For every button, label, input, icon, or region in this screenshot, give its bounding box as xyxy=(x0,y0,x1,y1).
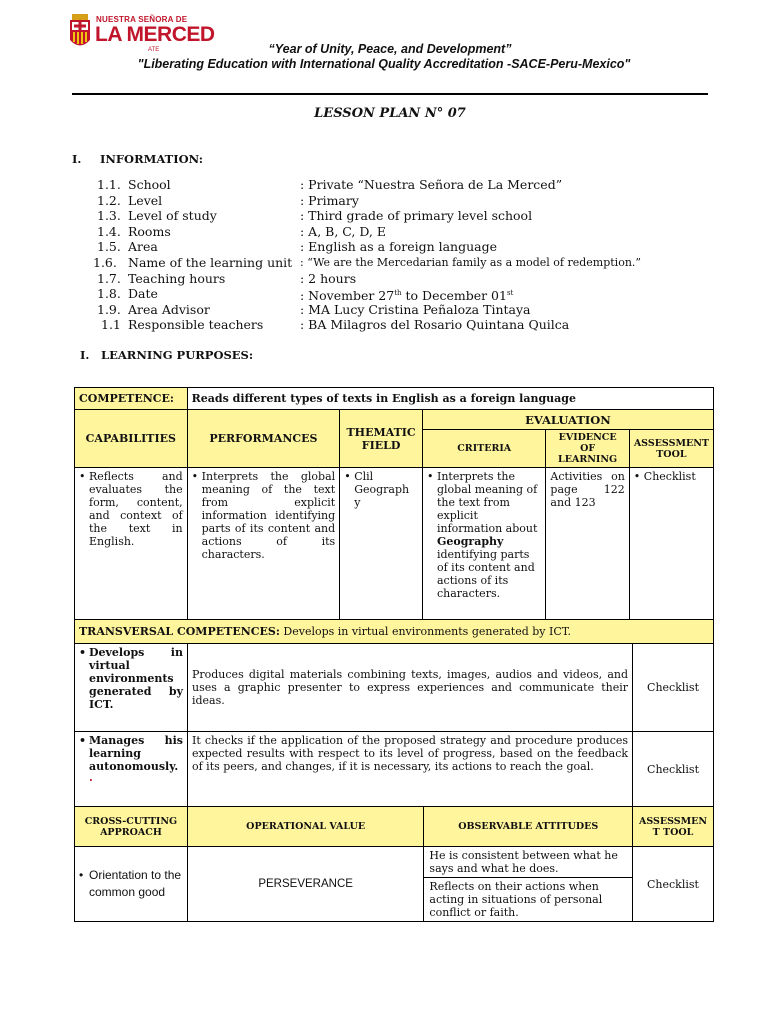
info-num: 1.5. xyxy=(97,239,121,255)
info-num: 1.6. xyxy=(93,255,117,270)
capability-cell xyxy=(75,468,188,623)
criteria-header: CRITERIA xyxy=(422,430,545,468)
cross-cutting-table xyxy=(74,806,714,922)
page-title: LESSON PLAN N° 07 xyxy=(314,106,466,121)
header-divider xyxy=(72,93,708,95)
evidence-header: EVIDENCE OF LEARNING xyxy=(546,430,629,468)
capabilities-header: CAPABILITIES xyxy=(75,410,188,468)
info-num: 1.9. xyxy=(97,301,121,317)
info-value: : Primary xyxy=(300,192,359,208)
info-num: 1.4. xyxy=(97,223,121,239)
evaluation-header: EVALUATION xyxy=(422,410,713,430)
info-num: 1.2. xyxy=(97,192,121,208)
criteria-text xyxy=(427,470,541,600)
evidence-cell: Activities on page 122 and 123 xyxy=(546,468,629,623)
info-value: : Private “Nuestra Señora de La Merced” xyxy=(300,177,563,192)
criteria-cell xyxy=(422,468,545,623)
learning-purposes-heading xyxy=(80,348,254,362)
criteria-part: identifying parts of its content and actions of its characters. xyxy=(436,548,535,600)
assessment-tool-header: ASSESSMEN T TOOL xyxy=(632,807,713,847)
cross-cutting-header: CROSS-CUTTING APPROACH xyxy=(75,807,188,847)
thematic-text: • Clil Geograph y xyxy=(344,470,418,509)
ict-capability-text: • Develops in virtual environments generated by ICT. xyxy=(79,646,183,711)
info-label: Level of study xyxy=(128,208,217,224)
section-number: I. xyxy=(80,348,90,362)
attitude-cell: Reflects on their actions when acting in situations of personal conflict or faith. xyxy=(424,878,633,922)
logo-sub-text: ATE xyxy=(148,47,160,53)
ict-description-cell: Produces digital materials combining texts, images, audios and videos, and uses a graphic presenter to express experiences and communicate their ideas. xyxy=(187,644,632,732)
criteria-part: Interprets the global meaning of the text from explicit information about xyxy=(436,470,538,535)
school-motto: "Liberating Education with International Quality Accreditation -SACE-Peru-Mexico" xyxy=(137,57,631,71)
thematic-cell xyxy=(340,468,423,623)
performances-header: PERFORMANCES xyxy=(187,410,340,468)
observable-attitudes-header: OBSERVABLE ATTITUDES xyxy=(424,807,633,847)
autonomy-description-cell: It checks if the application of the proposed strategy and procedure produces expected results with respect to its level of progress, based on the feedback of its peers, and changes, if it is necessary, its actions to reach the goal. xyxy=(187,732,632,807)
performance-cell xyxy=(187,468,340,623)
info-label: Teaching hours xyxy=(128,270,226,286)
ict-capability-cell xyxy=(75,644,188,732)
info-value: : A, B, C, D, E xyxy=(300,223,387,239)
criteria-bold: Geography xyxy=(436,535,504,548)
attitude-cell: He is consistent between what he says and what he does. xyxy=(424,847,633,878)
operational-value-header: OPERATIONAL VALUE xyxy=(187,807,424,847)
info-value: : 2 hours xyxy=(300,270,357,286)
section-title: INFORMATION: xyxy=(100,152,203,166)
info-value: : November 27th to December 01st xyxy=(300,288,514,304)
autonomy-capability-cell xyxy=(75,732,188,807)
autonomy-tool-cell: Checklist xyxy=(633,732,714,807)
transversal-row xyxy=(75,620,714,644)
thematic-field-header: THEMATIC FIELD xyxy=(340,410,423,468)
cross-cutting-cell xyxy=(75,847,188,922)
competence-label: COMPETENCE: xyxy=(75,388,188,410)
competence-value: Reads different types of texts in English as a foreign language xyxy=(187,388,713,410)
info-value: : “We are the Mercedarian family as a model of redemption.” xyxy=(300,256,642,269)
year-motto: “Year of Unity, Peace, and Development” xyxy=(268,42,512,56)
section-number: I. xyxy=(72,152,82,166)
info-label: Area Advisor xyxy=(128,301,210,317)
info-label: Name of the learning unit xyxy=(128,255,293,270)
info-value: : Third grade of primary level school xyxy=(300,208,533,224)
operational-value-cell: PERSEVERANCE xyxy=(187,847,424,922)
info-value: : BA Milagros del Rosario Quintana Quilca xyxy=(300,317,570,333)
capability-text: • Reflects and evaluates the form, content, and context of the text in English. xyxy=(79,470,183,548)
info-num: 1.3. xyxy=(97,208,121,224)
transversal-value: Develops in virtual environments generated by ICT. xyxy=(279,625,571,638)
tool-text: • Checklist xyxy=(634,470,709,483)
section-title: LEARNING PURPOSES: xyxy=(101,348,254,362)
cross-tool-cell: Checklist xyxy=(632,847,713,922)
transversal-label: TRANSVERSAL COMPETENCES: xyxy=(79,625,280,638)
information-heading xyxy=(72,152,203,166)
autonomy-capability-text: • Manages his learning autonomously. xyxy=(79,734,183,773)
info-num: 1.1. xyxy=(97,177,121,192)
cross-cutting-text: • Orientation to the common good xyxy=(79,867,183,901)
info-num: 1.1 xyxy=(101,317,121,333)
logo-main-text: LA MERCED xyxy=(95,23,215,46)
info-num: 1.7. xyxy=(97,270,121,286)
info-value: : MA Lucy Cristina Peñaloza Tintaya xyxy=(300,301,531,317)
red-mark: . xyxy=(89,771,93,784)
info-label: Rooms xyxy=(128,223,171,239)
info-label: School xyxy=(128,177,171,192)
info-value: : English as a foreign language xyxy=(300,239,498,255)
info-num: 1.8. xyxy=(97,286,121,302)
competence-table xyxy=(74,387,714,623)
transversal-table xyxy=(74,619,714,807)
assessment-tool-header: ASSESSMENT TOOL xyxy=(629,430,713,468)
logo-top-text: NUESTRA SEÑORA DE xyxy=(96,15,188,24)
info-label: Date xyxy=(128,286,158,302)
ict-tool-cell: Checklist xyxy=(633,644,714,732)
performance-text: • Interprets the global meaning of the text from explicit information identifying parts of its content and actions of its characters. xyxy=(192,470,336,561)
info-label: Area xyxy=(128,239,158,255)
info-label: Responsible teachers xyxy=(128,317,264,333)
info-label: Level xyxy=(128,192,163,208)
tool-cell xyxy=(629,468,713,623)
